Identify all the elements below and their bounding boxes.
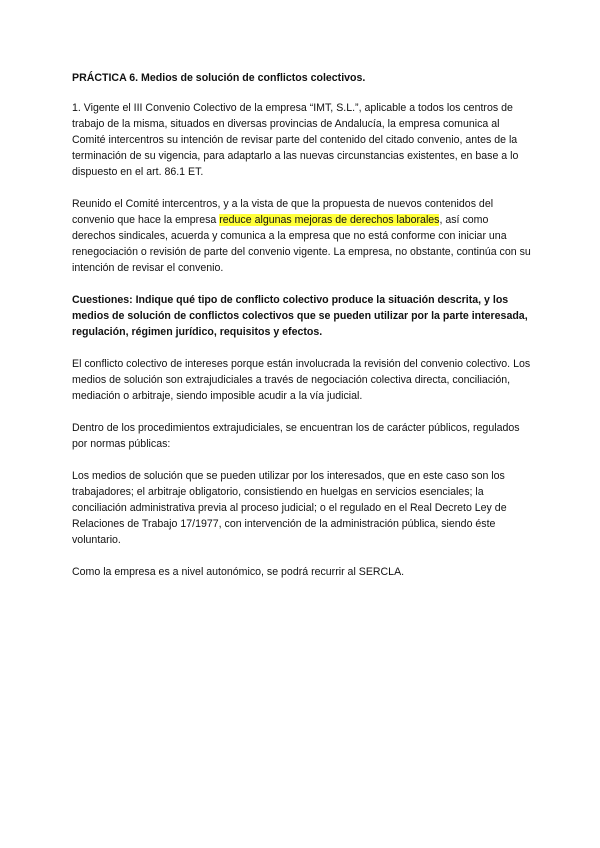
- answer-paragraph-1: El conflicto colectivo de intereses porque están involucrada la revisión del convenio colectivo. Los medios de solución son extrajudiciales a través de negociación colectiva directa, conciliación, mediación o arbitraje, siendo imposible acudir a la vía judicial.: [72, 358, 531, 402]
- answer-paragraph-2: Dentro de los procedimientos extrajudiciales, se encuentran los de carácter públicos, regulados por normas públicas:: [72, 422, 520, 450]
- case-paragraph-2-after: , así como derechos sindicales, acuerda y comunica a la empresa que no está conforme con iniciar una renegociación o revisión de parte del convenio vigente. La empresa, no obstante, continúa con su intención de revisar el convenio.: [72, 214, 531, 274]
- document-title: PRÁCTICA 6. Medios de solución de conflictos colectivos.: [72, 72, 366, 84]
- document-page: [72, 70, 532, 596]
- highlighted-text: reduce algunas mejoras de derechos laborales: [219, 214, 440, 226]
- questions-paragraph: Cuestiones: Indique qué tipo de conflicto colectivo produce la situación descrita, y los medios de solución de conflictos colectivos que se pueden utilizar por la parte interesada, regulación, régimen jurídico, requisitos y efectos.: [72, 294, 528, 338]
- case-paragraph-1: 1. Vigente el III Convenio Colectivo de la empresa “IMT, S.L.”, aplicable a todos los centros de trabajo de la misma, situados en diversas provincias de Andalucía, la empresa comunica al Comité intercentros su intención de revisar parte del contenido del citado convenio, antes de la terminación de su vigencia, para adaptarlo a las nuevas circunstancias existentes, en base a lo dispuesto en el art. 86.1 ET.: [72, 102, 519, 178]
- answer-paragraph-4: Como la empresa es a nivel autonómico, se podrá recurrir al SERCLA.: [72, 566, 405, 578]
- case-paragraph-2: [72, 196, 532, 276]
- answer-paragraph-3: Los medios de solución que se pueden utilizar por los interesados, que en este caso son los trabajadores; el arbitraje obligatorio, consistiendo en huelgas en servicios esenciales; la conciliación administrativa previa al proceso judicial; o el regulado en el Real Decreto Ley de Relaciones de Trabajo 17/1977, con intervención de la administración pública, siendo éste voluntario.: [72, 470, 507, 546]
- case-paragraph-2-before: Reunido el Comité intercentros, y a la vista de que la propuesta de nuevos contenidos del convenio que hace la empresa: [72, 198, 494, 226]
